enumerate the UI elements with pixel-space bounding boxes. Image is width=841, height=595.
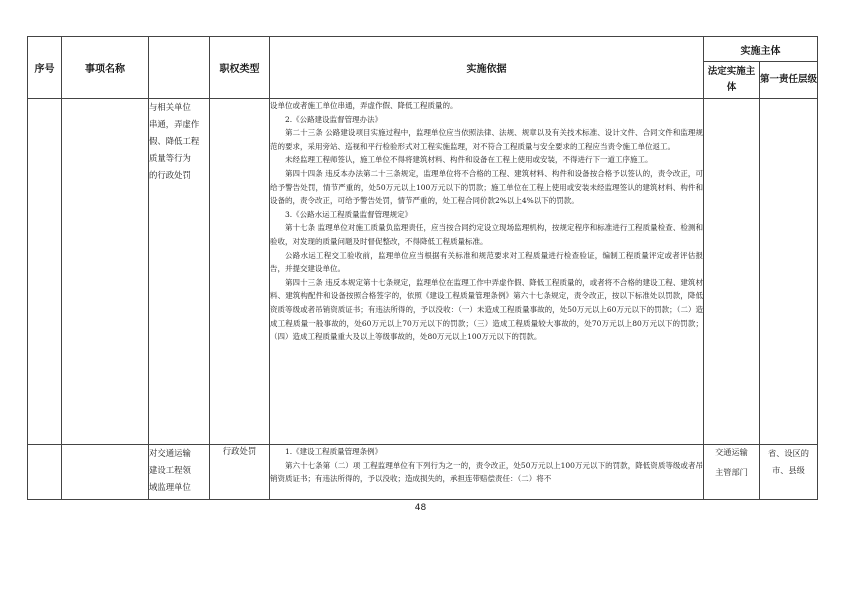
cell-item-name — [62, 99, 149, 445]
table-row — [28, 445, 818, 500]
cell-authority-type: 行政处罚 — [210, 445, 270, 500]
cell-responsible-level: 省、设区的 市、县级 — [760, 445, 818, 500]
basis-paragraph: 未经监理工程师签认，施工单位不得将建筑材料、构件和设备在工程上使用或安装，不得进行下一道工序施工。 — [285, 155, 653, 165]
basis-paragraph: 第四十三条 违反本规定第十七条规定，监理单位在监理工作中弄虚作假、降低工程质量的，或者将不合格的建设工程、建筑材料、建筑构配件和设备按照合格签字的，依照《建设工程质量管理条例》第六十七条规定，责令改正，按以下标准处以罚款，降低资质等级或者吊销资质证书；有违法所得的，予以没收：（一）未造成工程质量事故的，处50万元以上60万元以下的罚款；（二）造成工程质量一般事故的，处60万元以上70万元以下的罚款；（三）造成工程质量较大事故的，处70万元以上80万元以下的罚款；（四）造成工程质量重大及以上等级事故的，处80万元以上100万元以下的罚款。 — [270, 277, 703, 342]
cell-serial-no — [28, 99, 62, 445]
basis-paragraph: 第十七条 监理单位对施工质量负监理责任，应当按合同约定设立现场监理机构，按规定程序和标准进行工程质量检查、检测和验收，对发现的质量问题及时督促整改，不得降低工程质量标准。 — [270, 223, 703, 246]
header-serial-no: 序号 — [28, 37, 62, 99]
basis-paragraph: 第四十四条 违反本办法第二十三条规定，监理单位将不合格的工程、建筑材料、构件和设备按合格予以签认的，责令改正，可给予警告处罚，情节严重的，处50万元以上100万元以下的罚款；施工单位在工程上使用或安装未经监理签认的建筑材料、构件和设备的，责令改正，可给予警告处罚，情节严重的，处工程合同价款2%以上4%以下的罚款。 — [270, 168, 703, 206]
cell-legal-subject — [704, 99, 760, 445]
header-item-name: 事项名称 — [62, 37, 149, 99]
basis-paragraph: 第二十三条 公路建设项目实施过程中，监理单位应当依照法律、法规、规章以及有关技术标准、设计文件、合同文件和监理规范的要求，采用旁站、巡视和平行检验形式对工程实施监理，对不符合工程质量与安全要求的工程应当责令施工单位返工。 — [270, 128, 703, 151]
basis-paragraph: 第六十七条第（二）项 工程监理单位有下列行为之一的，责令改正，处50万元以上100万元以下的罚款，降低资质等级或者吊销资质证书；有违法所得的，予以没收；造成损失的，承担连带赔偿责任：（二）将不 — [270, 460, 703, 484]
cell-responsible-level — [760, 99, 818, 445]
header-legal-subject: 法定实施主体 — [704, 62, 760, 99]
cell-item-name-text: 对交通运输 建设工程领 域监理单位 — [149, 445, 210, 500]
header-responsible-level: 第一责任层级 — [760, 62, 818, 99]
cell-serial-no — [28, 445, 62, 500]
header-implementation-basis: 实施依据 — [270, 37, 704, 99]
enforcement-table — [27, 36, 818, 500]
cell-item-name — [62, 445, 149, 500]
basis-paragraph: 2.《公路建设监督管理办法》 — [285, 114, 383, 124]
page-number: 48 — [414, 503, 427, 513]
basis-paragraph: 1.《建设工程质量管理条例》 — [285, 447, 383, 456]
cell-legal-subject: 交通运输 主管部门 — [704, 445, 760, 500]
cell-implementation-basis — [270, 99, 704, 445]
table-row — [28, 99, 818, 445]
basis-paragraph: 公路水运工程交工验收前，监理单位应当根据有关标准和规范要求对工程质量进行检查验证，编制工程质量评定或者评估报告，并提交建设单位。 — [270, 250, 703, 274]
basis-paragraph: 3.《公路水运工程质量监督管理规定》 — [285, 209, 413, 219]
cell-item-name-text: 与相关单位 串通，弄虚作 假、降低工程 质量等行为 的行政处罚 — [149, 99, 210, 445]
cell-authority-type — [210, 99, 270, 445]
header-implementing-subject: 实施主体 — [704, 37, 818, 62]
header-authority-type: 职权类型 — [210, 37, 270, 99]
header-item-name-ext — [149, 37, 210, 99]
cell-implementation-basis — [270, 445, 704, 500]
basis-paragraph: 设单位或者施工单位串通，弄虚作假、降低工程质量的。 — [270, 101, 458, 110]
